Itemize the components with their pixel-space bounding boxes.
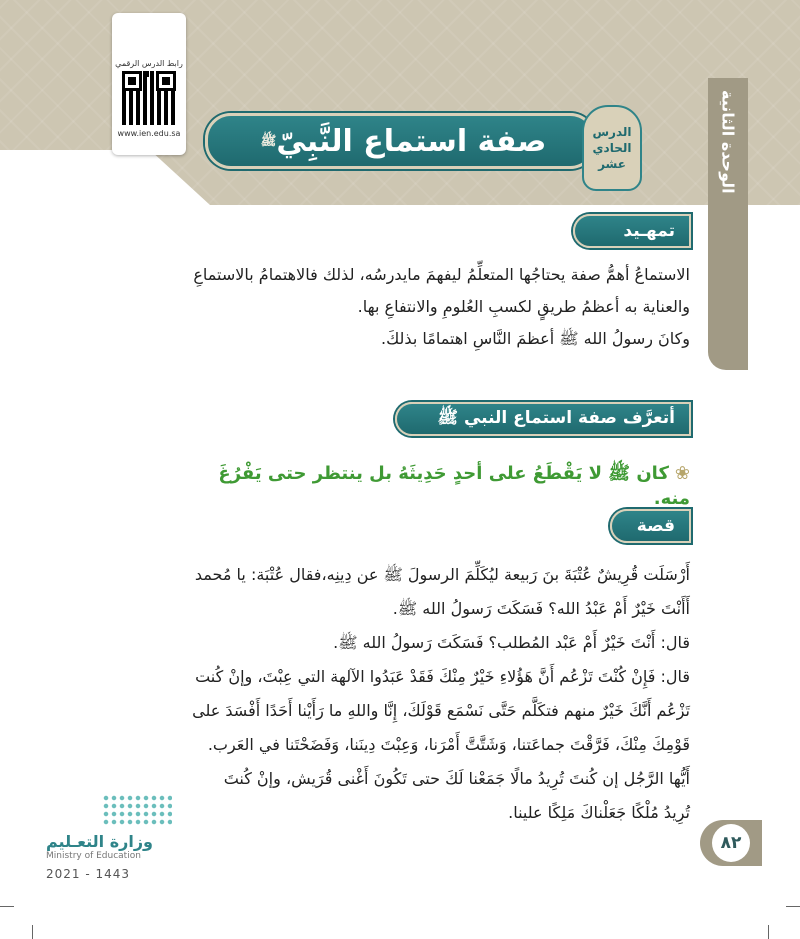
story-paragraph (52, 558, 690, 830)
story-line: أَيُّها الرَّجُل إن كُنتَ تُرِيدُ مالًا جَمَعْنا لَكَ حتى تَكُونَ أَغْنى قُرَيش، وإنْ كُنتَ (223, 769, 690, 788)
title-honorific: ﷺ (260, 133, 277, 149)
unit-side-tab (708, 78, 748, 370)
ministry-logo (46, 832, 166, 881)
story-line: تَزْعُم أَنَّكَ خَيْرٌ منهم فتكَلَّم حَتَّى نَسْمَع قَوْلَكَ، إِنَّا واللهِ ما رَأَيْنا أَحَدًا أَفْسَدَ على (192, 701, 690, 720)
story-heading: قصة (636, 516, 675, 536)
lesson-badge-line: الدرس (592, 125, 632, 139)
learn-heading: أتعرَّف صفة استماع النبي ﷺ (437, 407, 675, 428)
page-number-tab (700, 820, 762, 866)
intro-line: الاستماعُ أهمُّ صفة يحتاجُها المتعلِّمُ ليفهمَ مايدرسُه، لذلك فالاهتمامُ بالاستماعِ (193, 265, 690, 284)
intro-heading-banner (573, 214, 691, 248)
key-statement (200, 462, 690, 509)
flower-icon: ❀ (674, 463, 690, 484)
crop-mark (786, 906, 800, 907)
key-statement-text: كان ﷺ لا يَقْطَعُ على أحدٍ حَدِيثَهُ بل ينتظر حتى يَفْرُغَ منه. (218, 463, 690, 509)
story-line: قَوْمِكَ مِنْكَ، فَرَّقْتَ جماعَتنا، وَشَتَّتَّ أَمْرَنا، وَعِبْتَ دِينَنا، وَفَضَحْتَنا في العَرب. (207, 735, 690, 754)
page-title (255, 124, 547, 159)
story-line: تُرِيدُ مُلْكًا جَعَلْناكَ مَلِكًا علينا. (508, 803, 690, 822)
intro-line: والعناية به أعظمُ طريقٍ لكسبِ العُلومِ والانتفاعِ بها. (357, 297, 690, 316)
qr-url[interactable]: www.ien.edu.sa (117, 129, 181, 138)
lesson-badge-line: عشر (598, 157, 626, 171)
lesson-number-badge (582, 105, 642, 191)
lesson-badge-line: الحادي (592, 141, 632, 155)
page-title-text: صفة استماع النَّبِيّ (276, 123, 547, 159)
crop-mark (32, 925, 33, 939)
story-line: قال: فَإِنْ كُنْتَ تَزْعُم أَنَّ هَؤُلاءِ خَيْرٌ مِنْكَ فَقَدْ عَبَدُوا الآلهة التي عِبْتَ، وإنْ كُنت (195, 667, 690, 686)
crop-mark (768, 925, 769, 939)
ministry-name-en: Ministry of Education (46, 851, 141, 861)
intro-paragraph (60, 259, 690, 355)
intro-line: وكانَ رسولُ الله ﷺ أعظمَ النَّاسِ اهتمامًا بذلكَ. (380, 329, 690, 348)
ministry-name-ar: وزارة التعـليم (46, 832, 153, 851)
story-heading-banner (610, 509, 691, 543)
ministry-dots-icon (102, 794, 172, 826)
lesson-title-banner (205, 113, 596, 169)
unit-label: الوحدة الثانية (718, 90, 738, 194)
intro-heading: تمهـيد (623, 221, 675, 241)
qr-label: رابط الدرس الرقمي (115, 59, 183, 68)
story-line: أَرْسَلَت قُرِيشٌ عُتْبَةَ بنَ رَبيعة ليُكَلِّمَ الرسولَ ﷺ عن دِينِه،فقال عُتْبَة: يا مُحمد (194, 565, 690, 584)
story-line: أَأَنْتَ خَيْرٌ أَمْ عَبْدُ الله؟ فَسَكَتَ رَسولُ الله ﷺ. (392, 599, 690, 618)
page-number: ٨٢ (712, 824, 750, 862)
qr-code-icon[interactable] (122, 71, 176, 125)
qr-card[interactable] (112, 13, 186, 155)
edition-year: 2021 - 1443 (46, 867, 131, 881)
story-line: قال: أَنْتَ خَيْرٌ أَمْ عَبْد المُطلب؟ فَسَكَتَ رَسولُ الله ﷺ. (333, 633, 690, 652)
crop-mark (0, 906, 14, 907)
learn-heading-banner (395, 402, 691, 436)
